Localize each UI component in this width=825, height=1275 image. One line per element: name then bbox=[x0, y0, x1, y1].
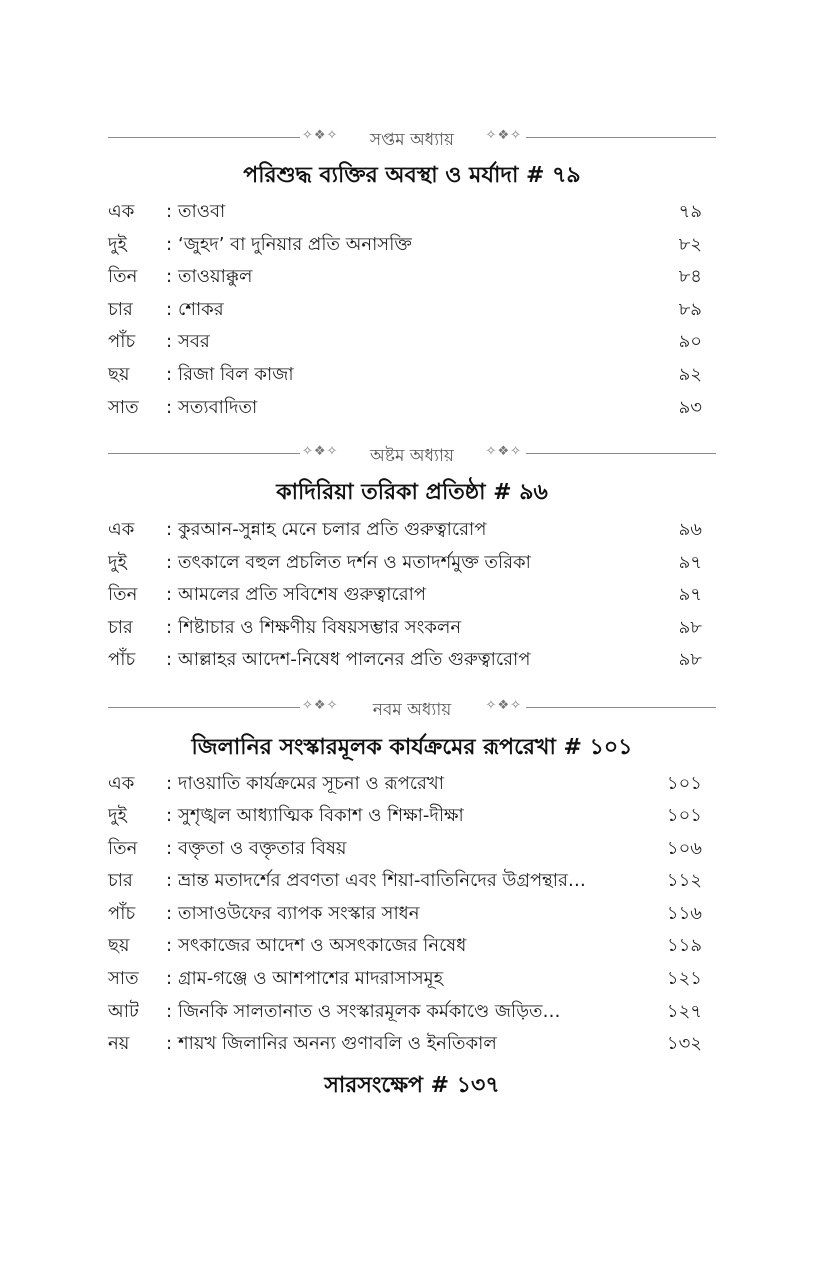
entry-title: জিনকি সালতানাত ও সংস্কারমূলক কর্মকাণ্ডে জড়িত… bbox=[178, 1001, 561, 1022]
entry-title: দাওয়াতি কার্যক্রমের সূচনা ও রূপরেখা bbox=[178, 773, 444, 794]
entry-page: ১২৭ bbox=[666, 1001, 702, 1022]
entry-number: দুই bbox=[108, 805, 127, 826]
toc-entry[interactable] bbox=[108, 262, 708, 292]
entry-colon: : bbox=[166, 552, 173, 573]
chapter-divider bbox=[108, 442, 716, 466]
entry-number: তিন bbox=[108, 266, 138, 287]
entry-title: তাওয়াক্কুল bbox=[178, 266, 253, 287]
entry-title: তাসাওউফের ব্যাপক সংস্কার সাধন bbox=[178, 903, 420, 924]
entry-title: বক্তৃতা ও বক্তৃতার বিষয় bbox=[178, 838, 347, 859]
entry-page: ১১২ bbox=[666, 870, 702, 891]
entry-number: ছয় bbox=[108, 364, 130, 385]
entry-title: ভ্রান্ত মতাদর্শের প্রবণতা এবং শিয়া-বাতিনিদের উগ্রপন্থার… bbox=[178, 870, 586, 891]
toc-entry[interactable] bbox=[108, 1029, 708, 1059]
entry-page: ৯৭ bbox=[678, 584, 702, 605]
entry-title: আমলের প্রতি সবিশেষ গুরুত্বারোপ bbox=[178, 584, 427, 605]
entry-number: আট bbox=[108, 1001, 139, 1022]
entry-title: শিষ্টাচার ও শিক্ষণীয় বিষয়সম্ভার সংকলন bbox=[178, 617, 462, 638]
toc-entry[interactable] bbox=[108, 866, 708, 896]
entry-page: ৮৯ bbox=[678, 299, 702, 320]
entry-number: পাঁচ bbox=[108, 903, 136, 924]
entry-colon: : bbox=[166, 968, 173, 989]
entry-colon: : bbox=[166, 266, 173, 287]
chapter-label: অষ্টম অধ্যায় bbox=[370, 446, 454, 466]
toc-entry[interactable] bbox=[108, 613, 708, 643]
entry-title: তৎকালে বহুল প্রচলিত দর্শন ও মতাদর্শমুক্ত তরিকা bbox=[178, 552, 531, 573]
toc-entry[interactable] bbox=[108, 580, 708, 610]
entry-page: ৯০ bbox=[678, 331, 702, 352]
ornament-icon: ✧❖✧ bbox=[302, 128, 339, 143]
entry-number: এক bbox=[108, 773, 135, 794]
entry-colon: : bbox=[166, 838, 173, 859]
entry-number: চার bbox=[108, 870, 133, 891]
ornament-icon: ✧❖✧ bbox=[485, 698, 522, 713]
entry-number: দুই bbox=[108, 552, 127, 573]
entry-colon: : bbox=[166, 584, 173, 605]
entry-colon: : bbox=[166, 773, 173, 794]
entry-page: ১১৯ bbox=[666, 935, 702, 956]
entry-number: সাত bbox=[108, 397, 139, 418]
entry-colon: : bbox=[166, 935, 173, 956]
chapter-divider bbox=[108, 126, 716, 150]
entry-page: ১১৬ bbox=[666, 903, 702, 924]
toc-entry[interactable] bbox=[108, 899, 708, 929]
entry-page: ৯৮ bbox=[678, 617, 702, 638]
entry-colon: : bbox=[166, 805, 173, 826]
ornament-icon: ✧❖✧ bbox=[485, 444, 522, 459]
ornament-icon: ✧❖✧ bbox=[302, 444, 339, 459]
entry-page: ৮২ bbox=[678, 234, 702, 255]
entry-colon: : bbox=[166, 649, 173, 670]
entry-colon: : bbox=[166, 331, 173, 352]
entry-number: পাঁচ bbox=[108, 649, 136, 670]
entry-colon: : bbox=[166, 364, 173, 385]
entry-colon: : bbox=[166, 870, 173, 891]
toc-entry[interactable] bbox=[108, 769, 708, 799]
toc-entry[interactable] bbox=[108, 548, 708, 578]
entry-title: রিজা বিল কাজা bbox=[178, 364, 294, 385]
entry-page: ১৩২ bbox=[666, 1033, 702, 1054]
divider-line-right bbox=[526, 137, 716, 138]
entry-title: আল্লাহর আদেশ-নিষেধ পালনের প্রতি গুরুত্বারোপ bbox=[178, 649, 531, 670]
entry-title: শায়খ জিলানির অনন্য গুণাবলি ও ইনতিকাল bbox=[178, 1033, 497, 1054]
entry-colon: : bbox=[166, 903, 173, 924]
entry-page: ৯৭ bbox=[678, 552, 702, 573]
entry-number: তিন bbox=[108, 838, 138, 859]
entry-title: শোকর bbox=[178, 299, 224, 320]
entry-page: ৯৩ bbox=[678, 397, 702, 418]
toc-entry[interactable] bbox=[108, 197, 708, 227]
entry-colon: : bbox=[166, 201, 173, 222]
entry-title: সত্যবাদিতা bbox=[178, 397, 258, 418]
entry-page: ৯৮ bbox=[678, 649, 702, 670]
chapter-title: জিলানির সংস্কারমূলক কার্যক্রমের রূপরেখা # ১০১ bbox=[191, 735, 633, 760]
chapter-label: নবম অধ্যায় bbox=[372, 700, 452, 720]
divider-line-right bbox=[526, 453, 716, 454]
entry-page: ৭৯ bbox=[678, 201, 702, 222]
chapter-title: কাদিরিয়া তরিকা প্রতিষ্ঠা # ৯৬ bbox=[276, 480, 548, 505]
entry-colon: : bbox=[166, 234, 173, 255]
entry-number: এক bbox=[108, 201, 135, 222]
toc-entry[interactable] bbox=[108, 801, 708, 831]
entry-page: ৮৪ bbox=[678, 266, 702, 287]
entry-page: ১২১ bbox=[666, 968, 702, 989]
entry-page: ৯২ bbox=[678, 364, 702, 385]
toc-entry[interactable] bbox=[108, 230, 708, 260]
entry-number: সাত bbox=[108, 968, 139, 989]
entry-number: তিন bbox=[108, 584, 138, 605]
toc-entry[interactable] bbox=[108, 360, 708, 390]
summary-title: সারসংক্ষেপ # ১৩৭ bbox=[324, 1073, 500, 1098]
toc-entry[interactable] bbox=[108, 964, 708, 994]
toc-entry[interactable] bbox=[108, 327, 708, 357]
entry-number: দুই bbox=[108, 234, 127, 255]
entry-page: ১০১ bbox=[666, 805, 702, 826]
chapter-divider bbox=[108, 696, 716, 720]
toc-entry[interactable] bbox=[108, 997, 708, 1027]
entry-number: পাঁচ bbox=[108, 331, 136, 352]
toc-entry[interactable] bbox=[108, 393, 708, 423]
entry-colon: : bbox=[166, 1001, 173, 1022]
entry-page: ৯৬ bbox=[678, 519, 702, 540]
entry-number: এক bbox=[108, 519, 135, 540]
entry-title: গ্রাম-গঞ্জে ও আশপাশের মাদরাসাসমূহ bbox=[178, 968, 444, 989]
toc-entry[interactable] bbox=[108, 834, 708, 864]
entry-colon: : bbox=[166, 299, 173, 320]
entry-title: সবর bbox=[178, 331, 210, 352]
ornament-icon: ✧❖✧ bbox=[485, 128, 522, 143]
ornament-icon: ✧❖✧ bbox=[302, 698, 339, 713]
entry-title: সৎকাজের আদেশ ও অসৎকাজের নিষেধ bbox=[178, 935, 467, 956]
entry-colon: : bbox=[166, 519, 173, 540]
entry-colon: : bbox=[166, 1033, 173, 1054]
entry-title: সুশৃঙ্খল আধ্যাত্মিক বিকাশ ও শিক্ষা-দীক্ষা bbox=[178, 805, 464, 826]
entry-page: ১০৬ bbox=[666, 838, 702, 859]
entry-number: চার bbox=[108, 299, 133, 320]
entry-page: ১০১ bbox=[666, 773, 702, 794]
entry-number: চার bbox=[108, 617, 133, 638]
toc-entry[interactable] bbox=[108, 295, 708, 325]
entry-number: নয় bbox=[108, 1033, 130, 1054]
entry-title: ‘জুহদ’ বা দুনিয়ার প্রতি অনাসক্তি bbox=[178, 234, 412, 255]
toc-entry[interactable] bbox=[108, 515, 708, 545]
toc-entry[interactable] bbox=[108, 931, 708, 961]
entry-title: তাওবা bbox=[178, 201, 226, 222]
entry-colon: : bbox=[166, 397, 173, 418]
entry-number: ছয় bbox=[108, 935, 130, 956]
entry-title: কুরআন-সুন্নাহ মেনে চলার প্রতি গুরুত্বারোপ bbox=[178, 519, 487, 540]
entry-colon: : bbox=[166, 617, 173, 638]
chapter-title: পরিশুদ্ধ ব্যক্তির অবস্থা ও মর্যাদা # ৭৯ bbox=[243, 163, 581, 188]
divider-line-right bbox=[526, 707, 716, 708]
toc-entry[interactable] bbox=[108, 645, 708, 675]
chapter-label: সপ্তম অধ্যায় bbox=[369, 130, 455, 150]
